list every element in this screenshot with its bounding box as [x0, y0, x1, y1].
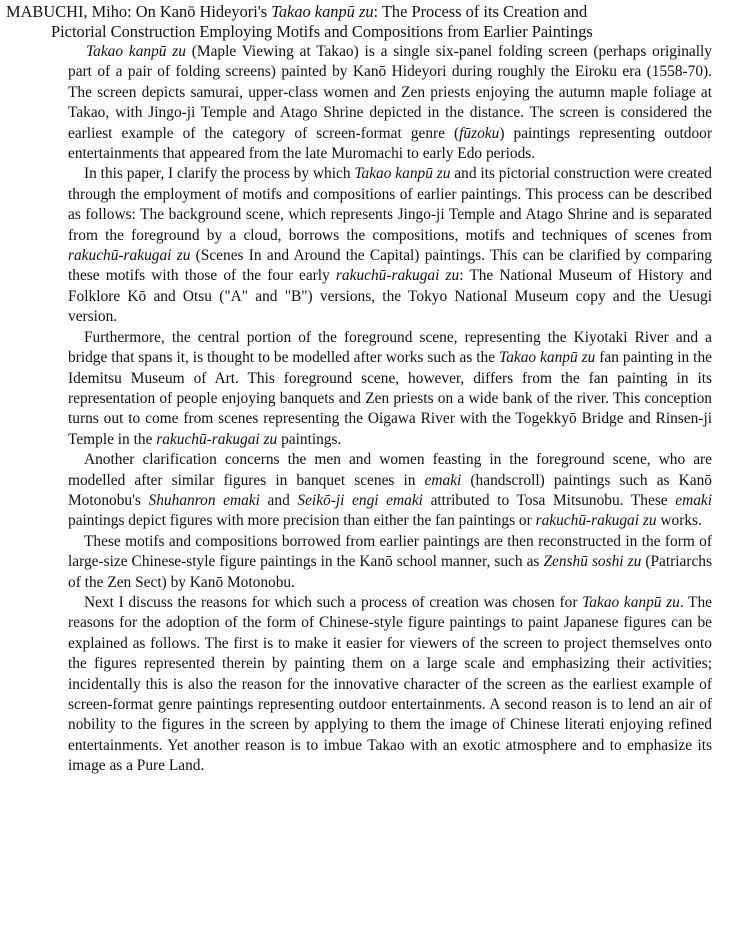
abstract-paragraph: [68, 328, 712, 450]
paragraph-text: and: [259, 491, 298, 509]
italic-term: rakuchū-rakugai zu: [68, 247, 191, 265]
title-post: : The Process of its Creation and: [373, 2, 588, 21]
abstract-paragraph: [68, 164, 712, 327]
abstract-paragraph: [68, 42, 712, 164]
paragraph-text: paintings depict figures with more precision than either the fan paintings or: [68, 512, 536, 530]
italic-term: fūzoku: [459, 124, 500, 142]
title-line-1: [6, 2, 742, 22]
title-pre: On Kanō Hideyori's: [135, 2, 268, 21]
paragraph-text: fan painting in the Idemitsu Museum of Art. This foreground scene, however, differs from the fan painting in its representation of people enjoying banquets and Zen priests on a wide bank of the river. This conception turns out to come from scenes representing the Oigawa River with the Togekkyō Bridge and Rinsen-ji Temple in the: [68, 349, 712, 448]
italic-term: Zenshū soshi zu: [543, 553, 642, 571]
paragraph-text: Furthermore, the central portion of the foreground scene, representing the Kiyotaki River and a bridge that spans it, is thought to be modelled after works such as the: [68, 328, 712, 367]
italic-term: Takao kanpū zu: [354, 165, 451, 183]
abstract-paragraph: [68, 593, 712, 777]
paragraph-text: works.: [656, 512, 702, 530]
italic-term: Seikō-ji engi emaki: [297, 491, 423, 509]
italic-term: Takao kanpū zu: [86, 43, 186, 60]
paragraph-text: ) paintings representing outdoor entertainments that appeared from the late Muromachi to early Edo periods.: [68, 124, 712, 163]
paragraph-text: (Scenes In and Around the Capital) paintings. This can be clarified by comparing these motifs with those of the four early: [68, 247, 712, 285]
paragraph-text: and its pictorial construction were created through the employment of motifs and compositions of earlier paintings. This process can be described as follows: The background scene, which represents Jingo-ji Temple and Atago Shrine and is separated from the foreground by a cloud, borrows the compositions, motifs and techniques of scenes from: [68, 165, 712, 244]
paragraph-text: paintings.: [277, 430, 342, 448]
abstract-body: [68, 42, 712, 777]
paragraph-text: attributed to Tosa Mitsunobu. These: [422, 491, 676, 509]
paragraph-text: In this paper, I clarify the process by which: [84, 165, 355, 183]
paragraph-text: Next I discuss the reasons for which such a process of creation was chosen for: [84, 593, 583, 611]
paragraph-text: Another clarification concerns the men and women feasting in the foreground scene, who are modelled after similar figures in banquet scenes in: [68, 451, 712, 489]
paragraph-text: : The National Museum of History and Folklore Kō and Otsu ("A" and "B") versions, the Tokyo National Museum copy and the Uesugi version.: [68, 267, 713, 326]
author-name: MABUCHI, Miho:: [6, 2, 132, 21]
paragraph-text: . The reasons for the adoption of the form of Chinese-style figure paintings to paint Japanese figures can be explained as follows. The first is to make it easier for viewers of the screen to project themselves onto the figures represented therein by painting them on a large scale and emphasizing their activities; incidentally this is also the reason for the innovative character of the screen as the earliest example of screen-format genre paintings representing outdoor entertainments. A second reason is to lend an air of nobility to the figures in the screen by applying to them the image of Chinese literati enjoying refined entertainments. Yet another reason is to imbue Takao with an exotic atmosphere and to emphasize its image as a Pure Land.: [68, 593, 712, 775]
paragraph-text: (Maple Viewing at Takao) is a single six-panel folding screen (perhaps originally part of a pair of folding screens) painted by Kanō Hideyori during roughly the Eiroku era (1558-70). The screen depicts samurai, upper-class women and Zen priests enjoying the autumn maple foliage at Takao, with Jingo-ji Temple and Atago Shrine depicted in the distance. The screen is considered the earliest example of the category of screen-format genre (: [68, 43, 712, 142]
abstract-title: [6, 2, 742, 42]
abstract-paragraph: [68, 532, 712, 593]
paragraph-text: (Patriarchs of the Zen Sect) by Kanō Motonobu.: [68, 553, 712, 591]
title-work: Takao kanpū zu: [271, 2, 374, 21]
italic-term: emaki: [424, 471, 462, 489]
italic-term: Shuhanron emaki: [148, 491, 260, 509]
italic-term: rakuchū-rakugai zu: [335, 267, 460, 285]
italic-term: Takao kanpū zu: [499, 349, 596, 367]
paragraph-text: (handscroll) paintings such as Kanō Motonobu's: [68, 471, 712, 509]
italic-term: emaki: [675, 491, 713, 509]
italic-term: rakuchū-rakugai zu: [156, 430, 278, 448]
italic-term: rakuchū-rakugai zu: [535, 512, 657, 530]
title-line-2: Pictorial Construction Employing Motifs and Compositions from Earlier Paintings: [51, 22, 593, 41]
italic-term: Takao kanpū zu: [582, 593, 680, 611]
paragraph-text: These motifs and compositions borrowed from earlier paintings are then reconstructed in the form of large-size Chinese-style figure paintings in the Kanō school manner, such as: [68, 532, 712, 571]
abstract-paragraph: [68, 450, 712, 532]
